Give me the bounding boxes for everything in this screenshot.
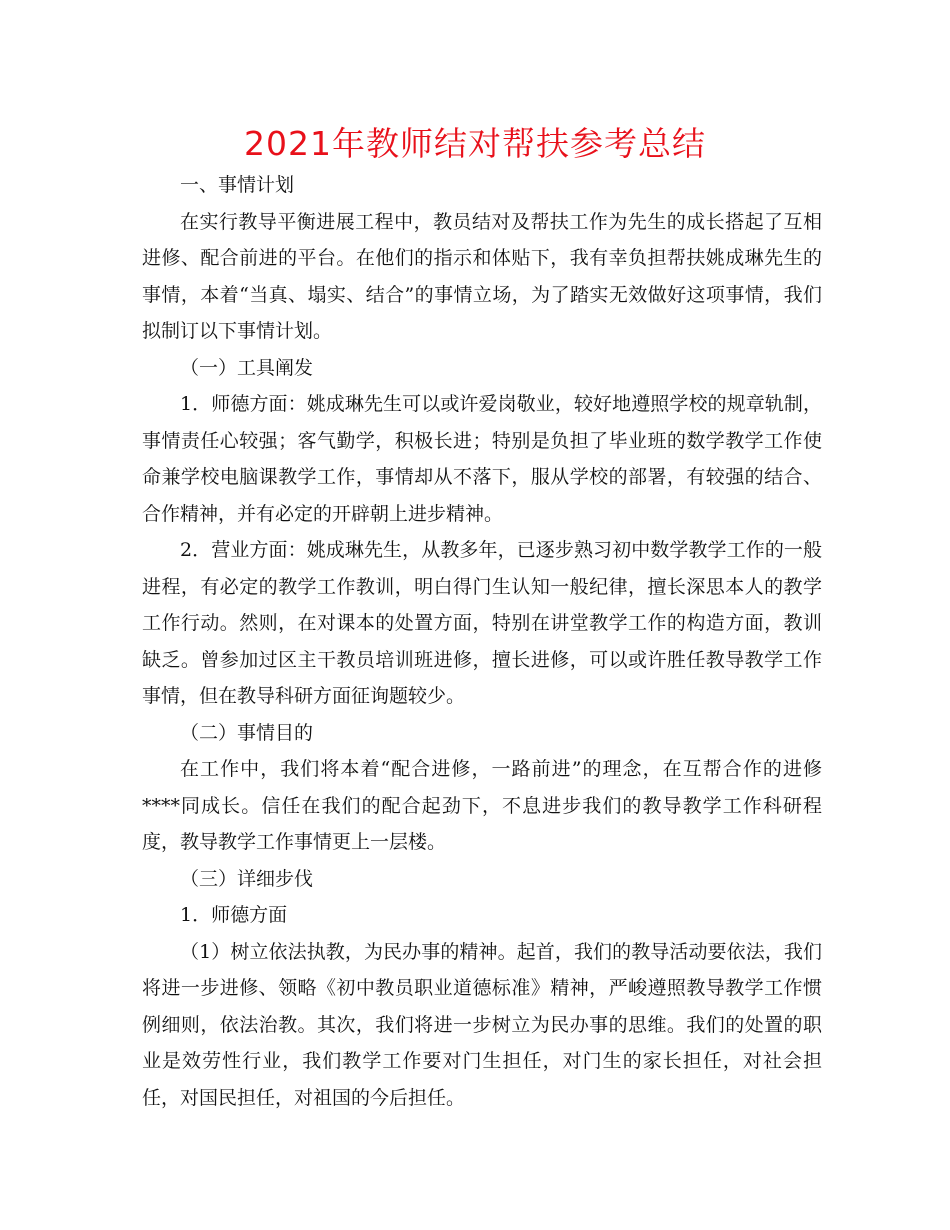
paragraph-law: （1）树立依法执教，为民办事的精神。起首，我们的教导活动要依法，我们将进一步进修、领略《初中教员职业道德标准》精神，严峻遵照教导教学工作惯例细则，依法治教。其次，我们将进一步树立为民办事的思维。我们的处置的职业是效劳性行业，我们教学工作要对门生担任，对门生的家长担任，对社会担任，对国民担任，对祖国的今后担任。 bbox=[142, 940, 822, 1109]
section-heading-plan: 一、事情计划 bbox=[180, 174, 295, 196]
paragraph-goals: 在工作中，我们将本着“配合进修，一路前进”的理念，在互帮合作的进修****同成长。信任在我们的配合起劲下，不息进步我们的教导教学工作科研程度，教导教学工作事情更上一层楼。 bbox=[142, 758, 822, 853]
document-title: 2021年教师结对帮扶参考总结 bbox=[244, 124, 706, 163]
subsection-heading-analysis: （一）工具阐发 bbox=[180, 356, 314, 379]
document-body bbox=[142, 167, 822, 1116]
subsection-heading-steps: （三）详细步伐 bbox=[180, 867, 314, 890]
item-heading-ethics: 1．师德方面 bbox=[180, 904, 288, 926]
subsection-heading-goals: （二）事情目的 bbox=[180, 721, 314, 744]
paragraph-ethics: 1．师德方面：姚成琳先生可以或许爱岗敬业，较好地遵照学校的规章轨制，事情责任心较强；客气勤学，积极长进；特别是负担了毕业班的数学教学工作使命兼学校电脑课教学工作，事情却从不落下，服从学校的部署，有较强的结合、合作精神，并有必定的开辟朝上进步精神。 bbox=[142, 393, 822, 525]
paragraph-intro: 在实行教导平衡进展工程中，教员结对及帮扶工作为先生的成长搭起了互相进修、配合前进的平台。在他们的指示和体贴下，我有幸负担帮扶姚成琳先生的事情，本着“当真、塌实、结合”的事情立场，为了踏实无效做好这项事情，我们拟制订以下事情计划。 bbox=[142, 210, 822, 342]
paragraph-business: 2．营业方面：姚成琳先生，从教多年，已逐步熟习初中数学教学工作的一般进程，有必定的教学工作教训，明白得门生认知一般纪律，擅长深思本人的教学工作行动。然则，在对课本的处置方面，特别在讲堂教学工作的构造方面，教训缺乏。曾参加过区主干教员培训班进修，擅长进修，可以或许胜任教导教学工作事情，但在教导科研方面征询题较少。 bbox=[142, 539, 822, 707]
